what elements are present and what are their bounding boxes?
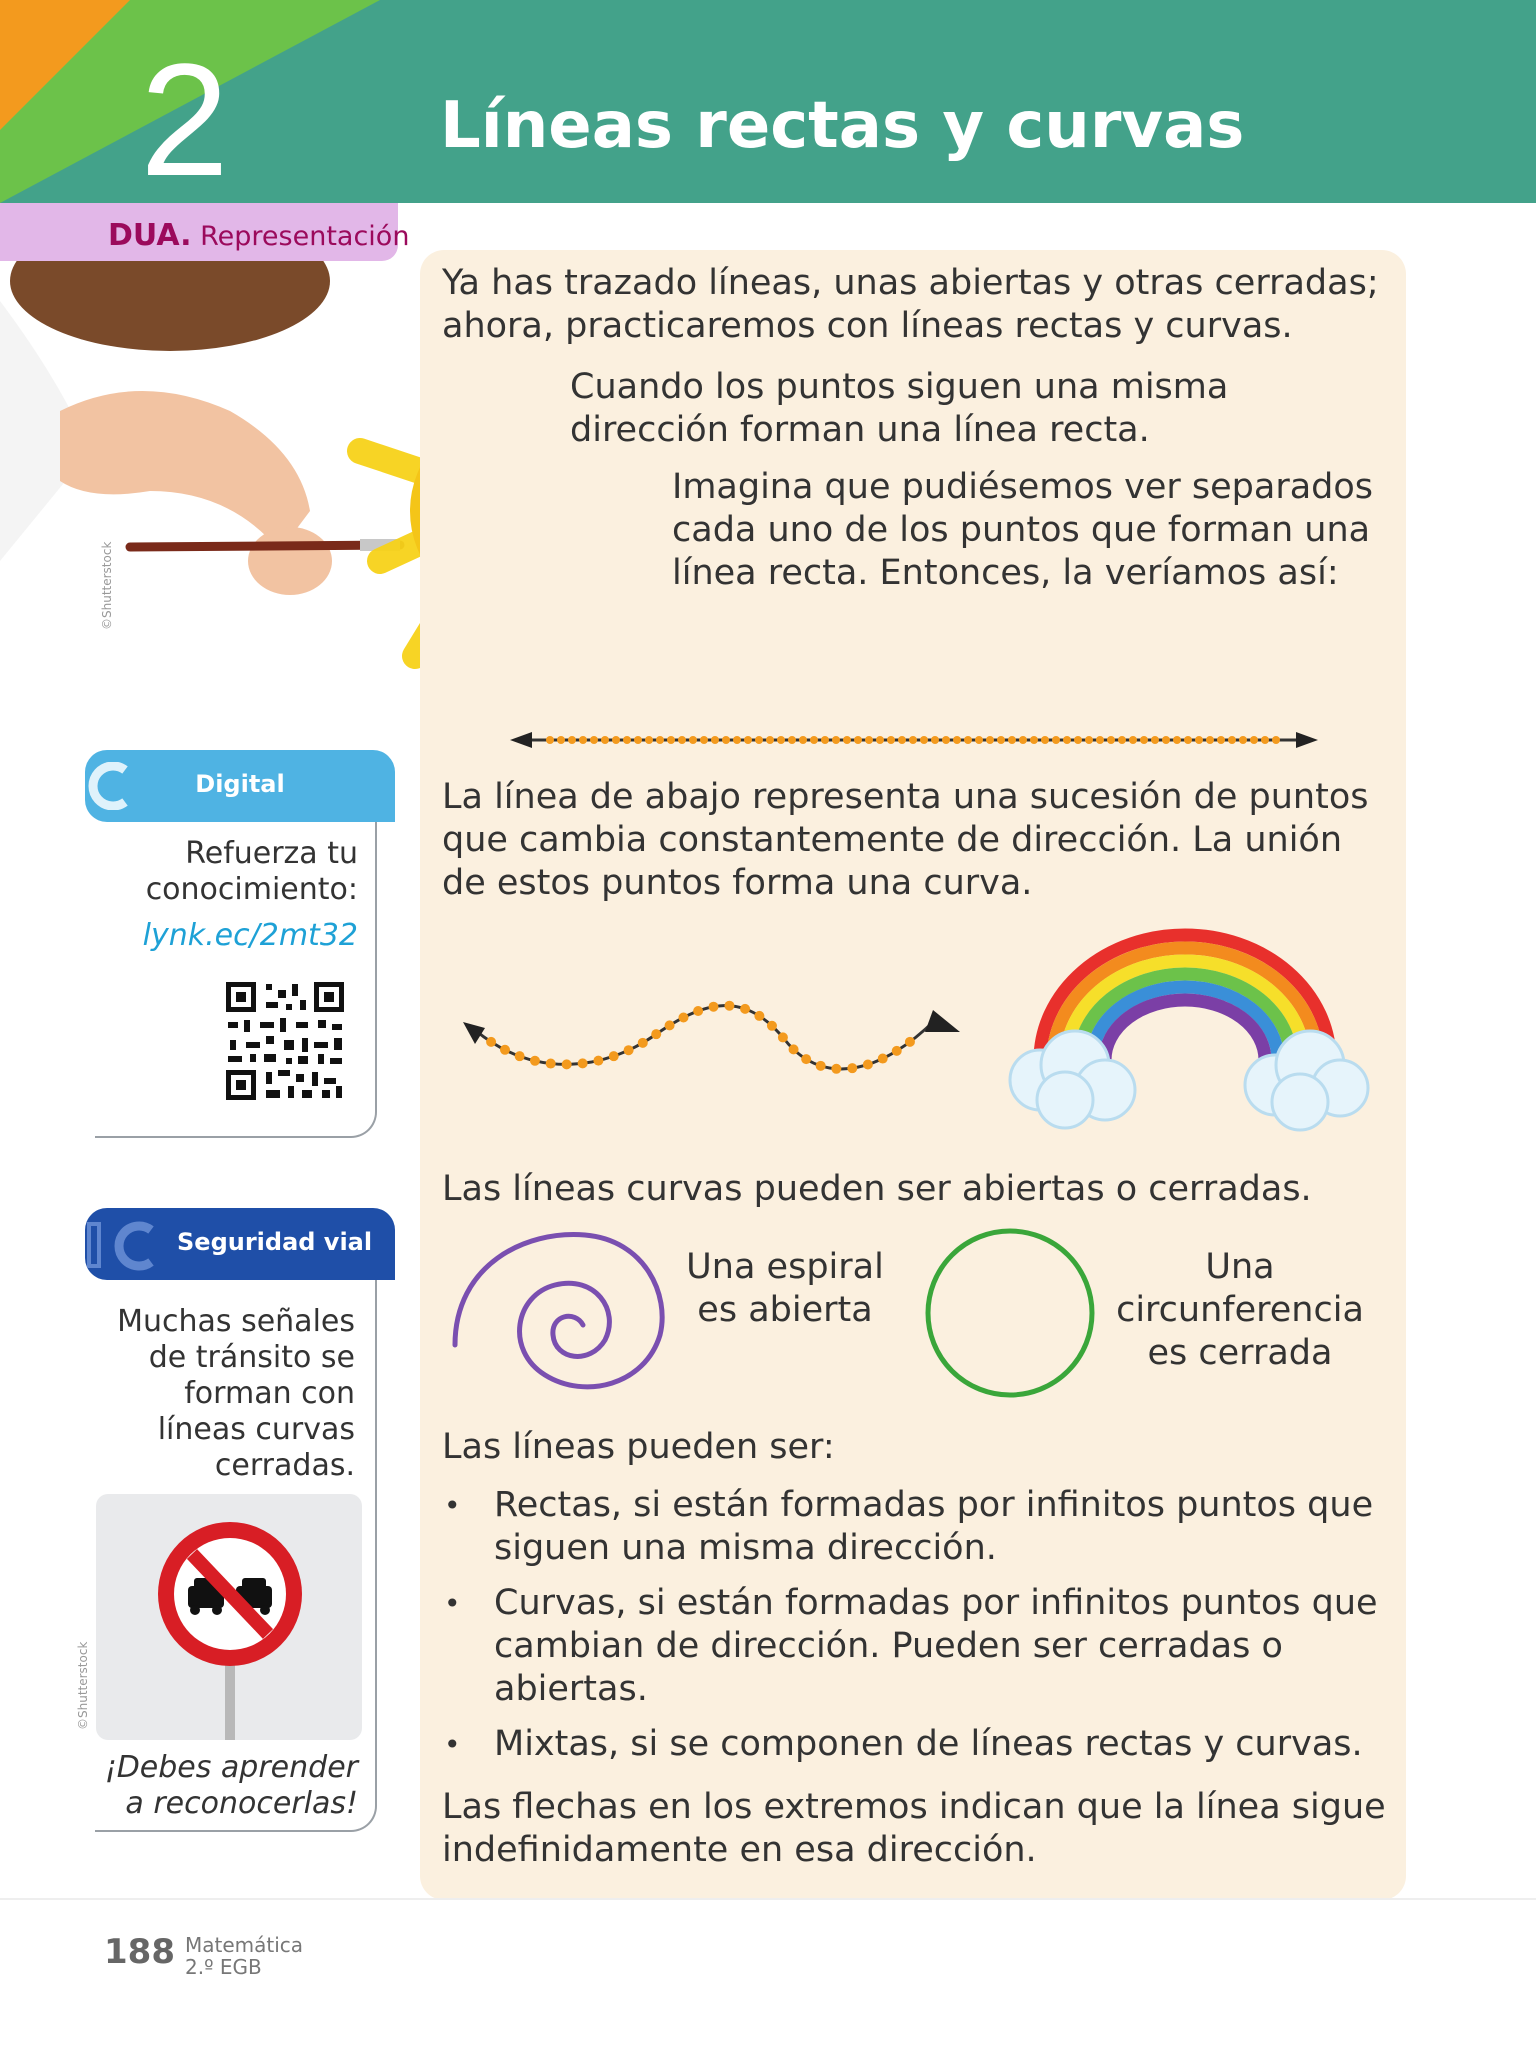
rainbow-illustration: [995, 920, 1375, 1140]
straight-line-dot: [1140, 736, 1148, 744]
curve-dot: [892, 1046, 902, 1056]
straight-line-dot: [601, 736, 609, 744]
no-overtaking-sign-icon: [96, 1494, 362, 1740]
straight-line-dot: [1239, 736, 1247, 744]
straight-line-dot: [832, 736, 840, 744]
straight-line-dot: [997, 736, 1005, 744]
curve-dot: [847, 1063, 857, 1073]
curve-dot: [831, 1064, 841, 1074]
straight-line-dot: [810, 736, 818, 744]
straight-line-dot: [788, 736, 796, 744]
list-item: • Rectas, si están formadas por infinitos puntos que siguen una misma dirección.: [442, 1484, 1392, 1570]
footer-divider: [0, 1898, 1536, 1900]
straight-line-dot: [1272, 736, 1280, 744]
straight-line-dot: [986, 736, 994, 744]
straight-line-dot: [1261, 736, 1269, 744]
curve-dot: [515, 1051, 525, 1061]
straight-line-dot: [1030, 736, 1038, 744]
intro-text: Ya has trazado líneas, unas abiertas y otras cerradas; ahora, practicaremos con líneas rectas y curvas.: [442, 263, 1379, 346]
straight-line-dot: [1063, 736, 1071, 744]
curve-right-arrow: [925, 1010, 960, 1032]
straight-line-left-arrow: [510, 732, 532, 748]
straight-line-dot: [920, 736, 928, 744]
straight-line-dot: [744, 736, 752, 744]
spiral-illustration: [445, 1225, 670, 1400]
straight-line-dot: [1162, 736, 1170, 744]
straight-line-dot: [1228, 736, 1236, 744]
curve-dot: [709, 1002, 719, 1012]
curve-dot: [754, 1011, 764, 1021]
curve-dot: [624, 1045, 634, 1055]
straight-line-dot: [865, 736, 873, 744]
road-safety-footer: ¡Debes aprender a reconocerlas!: [104, 1750, 358, 1821]
curve-dot: [724, 1001, 734, 1011]
rainbow-cloud-left: [1010, 1031, 1135, 1128]
digital-card-tab: [85, 750, 395, 822]
straight-line-dot: [1052, 736, 1060, 744]
straight-line-dot: [1041, 736, 1049, 744]
straight-line-dot: [1129, 736, 1137, 744]
straight-line-dot: [1096, 736, 1104, 744]
child-hand: [248, 527, 332, 595]
curve-dot: [638, 1038, 648, 1048]
digital-card-text: Refuerza tu conocimiento:: [145, 836, 358, 907]
straight-line-dot: [942, 736, 950, 744]
road-safety-tab-label: Seguridad vial: [177, 1228, 373, 1256]
straight-line-dot: [656, 736, 664, 744]
straight-line-dot: [568, 736, 576, 744]
straight-line-dot: [898, 736, 906, 744]
spiral-label: Una espiral es abierta: [686, 1247, 884, 1330]
straight-line-dot: [1107, 736, 1115, 744]
page-title: Líneas rectas y curvas: [440, 89, 1245, 163]
ic-icon: [85, 1218, 165, 1272]
straight-line-dot: [645, 736, 653, 744]
unit-number: 2: [140, 30, 229, 203]
curve-dot: [905, 1037, 915, 1047]
chapter-header: [0, 0, 1536, 203]
straight-line-dots: [546, 736, 1280, 744]
paintbrush: [130, 545, 400, 547]
straight-line-dot: [843, 736, 851, 744]
curve-dot: [778, 1032, 788, 1042]
curve-dot: [767, 1021, 777, 1031]
straight-line-dot: [1074, 736, 1082, 744]
straight-line-dot: [799, 736, 807, 744]
list-item: • Mixtas, si se componen de líneas rectas y curvas.: [442, 1723, 1392, 1766]
straight-line-dot: [711, 736, 719, 744]
straight-line-dot: [722, 736, 730, 744]
circle-label: Una circunferencia es cerrada: [1116, 1247, 1364, 1373]
curve-stroke: [475, 1006, 935, 1069]
curve-dot: [801, 1054, 811, 1064]
lines-can-be-text: Las líneas pueden ser:: [442, 1427, 835, 1467]
straight-line-dot: [755, 736, 763, 744]
child-hair: [10, 261, 330, 351]
straight-line-dot: [887, 736, 895, 744]
straight-line-dot: [689, 736, 697, 744]
curve-dot: [486, 1037, 496, 1047]
straight-line-dot: [821, 736, 829, 744]
road-safety-card-tab: [85, 1208, 395, 1280]
curve-dot: [740, 1004, 750, 1014]
curve-dot: [546, 1059, 556, 1069]
traffic-sign-photo: [96, 1494, 362, 1740]
road-safety-text: Muchas señales de tránsito se forman con líneas curvas cerradas.: [117, 1304, 355, 1483]
digital-tab-label: Digital: [195, 770, 285, 798]
straight-line-dot: [1118, 736, 1126, 744]
straight-line-dot: [557, 736, 565, 744]
footer-subject: Matemática: [185, 1933, 304, 1957]
curve-dots: [486, 1001, 915, 1074]
curve-definition: La línea de abajo representa una sucesión de puntos que cambia constantemente de dirección. La unión de estos puntos forma una curva.: [442, 777, 1369, 903]
straight-line-dot: [909, 736, 917, 744]
straight-line-dot: [854, 736, 862, 744]
straight-line-dot: [931, 736, 939, 744]
straight-line-dot: [1008, 736, 1016, 744]
straight-line-dot: [1085, 736, 1093, 744]
straight-line-dot: [667, 736, 675, 744]
circle-illustration: [920, 1225, 1100, 1400]
curve-dot: [789, 1044, 799, 1054]
photo-credit-1: ©Shutterstock: [100, 541, 114, 630]
line-types-list: [442, 1484, 1392, 1778]
curve-left-arrow: [463, 1022, 485, 1044]
straight-line-dot: [634, 736, 642, 744]
straight-line-dot: [678, 736, 686, 744]
qr-code-icon[interactable]: [226, 982, 344, 1100]
straight-line-dot: [1250, 736, 1258, 744]
arrows-note: Las flechas en los extremos indican que la línea sigue indefinidamente en esa dirección.: [442, 1787, 1386, 1870]
curve-dot: [863, 1060, 873, 1070]
straight-line-dot: [579, 736, 587, 744]
page-number: 188: [104, 1932, 175, 1972]
straight-line-dot: [953, 736, 961, 744]
imagine-text: Imagina que pudiésemos ver separados cada uno de los puntos que forman una línea recta. Entonces, la veríamos así:: [672, 467, 1374, 593]
straight-line-dot: [623, 736, 631, 744]
straight-line-right-arrow: [1296, 732, 1318, 748]
straight-line-dot: [766, 736, 774, 744]
circle-path: [928, 1231, 1092, 1395]
curve-dot: [665, 1020, 675, 1030]
list-item: • Curvas, si están formadas por infinitos puntos que cambian de dirección. Pueden ser cerradas o abiertas.: [442, 1582, 1392, 1711]
spiral-path: [455, 1235, 662, 1387]
curve-dot: [593, 1056, 603, 1066]
dotted-straight-line: [510, 725, 1320, 755]
straight-line-dot: [612, 736, 620, 744]
child-arm: [60, 391, 310, 551]
photo-credit-2: ©Shutterstock: [76, 1641, 90, 1730]
dua-label-bold: DUA.: [108, 218, 192, 253]
curve-dot: [562, 1059, 572, 1069]
curve-dot: [500, 1045, 510, 1055]
curve-dot: [578, 1058, 588, 1068]
digital-card-link[interactable]: lynk.ec/2mt32: [142, 918, 358, 953]
straight-line-dot: [777, 736, 785, 744]
dua-label: [108, 220, 409, 253]
straight-line-dot: [964, 736, 972, 744]
curve-dot: [678, 1012, 688, 1022]
straight-line-dot: [876, 736, 884, 744]
curve-dot: [651, 1029, 661, 1039]
footer-grade: 2.º EGB: [185, 1955, 262, 1979]
straight-line-dot: [546, 736, 554, 744]
straight-line-dot: [1195, 736, 1203, 744]
straight-line-definition: Cuando los puntos siguen una misma dirección forman una línea recta.: [570, 367, 1229, 450]
straight-line-dot: [1173, 736, 1181, 744]
curve-dot: [693, 1006, 703, 1016]
curve-dot: [816, 1061, 826, 1071]
straight-line-dot: [1019, 736, 1027, 744]
curve-dot: [878, 1054, 888, 1064]
straight-line-dot: [1206, 736, 1214, 744]
dotted-curved-line: [455, 980, 975, 1090]
straight-line-dot: [1217, 736, 1225, 744]
straight-line-dot: [1184, 736, 1192, 744]
straight-line-dot: [700, 736, 708, 744]
dua-label-rest: Representación: [200, 221, 410, 252]
straight-line-dot: [1151, 736, 1159, 744]
header-orange-corner: [0, 0, 130, 130]
straight-line-dot: [975, 736, 983, 744]
open-closed-text: Las líneas curvas pueden ser abiertas o cerradas.: [442, 1169, 1312, 1209]
straight-line-dot: [733, 736, 741, 744]
straight-line-dot: [590, 736, 598, 744]
curve-dot: [609, 1051, 619, 1061]
curve-dot: [530, 1056, 540, 1066]
